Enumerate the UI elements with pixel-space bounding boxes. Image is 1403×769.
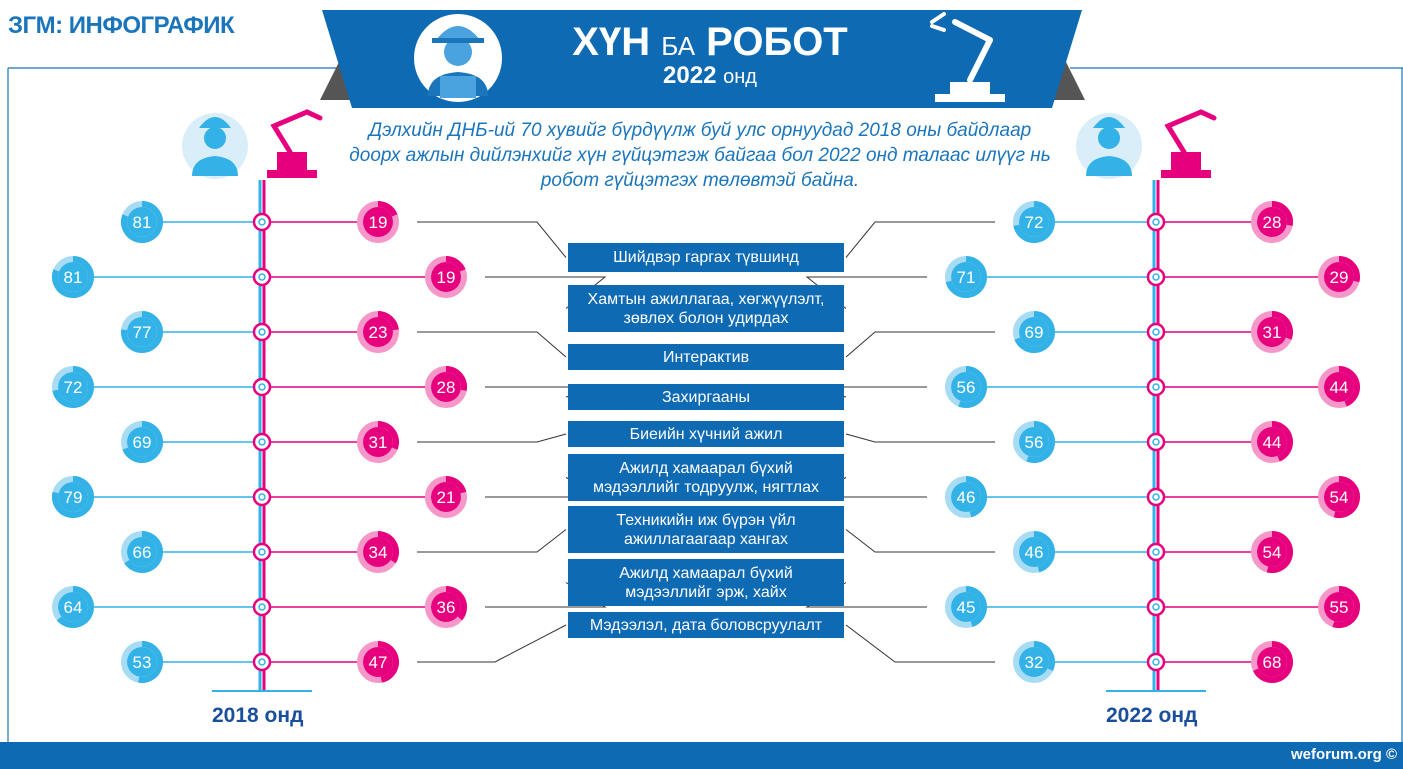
category-label [616,511,795,549]
donut-human-2018 [124,204,160,240]
axis-node-center [259,659,265,665]
category-label [619,564,793,602]
category-box [568,344,844,370]
connector-right [846,434,995,442]
title-word-robot: РОБОТ [706,20,848,64]
donut-human-2022-label: 32 [1024,653,1044,672]
connector-left [417,625,566,662]
donut-robot-2022-label: 29 [1329,268,1349,287]
axis-node-center [1153,219,1159,225]
category-box [568,384,844,410]
donut-human-2022 [1016,204,1052,240]
donut-robot-2018 [428,589,464,625]
category-label [613,248,799,267]
axis-node-center [259,219,265,225]
donut-robot-2022 [1254,314,1290,350]
banner-worker-icon [414,14,502,102]
axis-node-center [1153,439,1159,445]
donut-human-2022 [1016,644,1052,680]
category-box [568,243,844,272]
category-label-line: ажиллагаагаар хангах [624,530,788,548]
connector-right [846,625,995,662]
robot-arm-icon [267,112,320,178]
worker-icon [1076,113,1142,179]
category-label-line: Биеийн хүчний ажил [629,425,783,443]
axis-node-center [259,329,265,335]
donut-human-2018 [124,644,160,680]
donut-robot-2022 [1254,644,1290,680]
donut-human-2022-label: 56 [956,378,976,397]
axis-node-center [259,439,265,445]
donut-human-2018 [55,589,91,625]
footer-bar [0,742,1403,769]
category-box [568,285,844,332]
title-year-suffix: онд [723,66,757,88]
donut-human-2022-label: 56 [1024,433,1044,452]
brand-label: ЗГМ: ИНФОГРАФИК [8,12,235,39]
donut-robot-2022 [1321,369,1357,405]
year-label-2022: 2022 онд [1106,704,1198,727]
intro-line-1: Дэлхийн ДНБ-ий 70 хувийг бүрдүүлж буй улс орнуудад 2018 оны байдлаар [368,120,1032,141]
axis-node-center [1153,274,1159,280]
donut-robot-2018-label: 19 [368,213,388,232]
axis-node-center [259,604,265,610]
donut-robot-2022-label: 55 [1329,598,1349,617]
donut-robot-2022-label: 68 [1262,653,1282,672]
donut-robot-2022 [1321,259,1357,295]
category-label-line: Ажилд хамаарал бүхий [619,564,793,582]
donut-human-2018-label: 66 [132,543,152,562]
intro-line-2: доорх ажлын дийлэнхийг хүн гүйцэтгэж байгаа бол 2022 онд талаас илүүг нь [349,145,1051,166]
title-word-and: БА [661,31,696,61]
title-year: 2022 [663,62,717,89]
category-box [568,421,844,447]
banner-robot-base [950,82,990,94]
category-label-line: Шийдвэр гаргах түвшинд [613,249,799,266]
donut-human-2018 [55,369,91,405]
donut-human-2022-label: 72 [1024,213,1044,232]
connector-left [417,434,566,442]
donut-robot-2018-label: 36 [436,598,456,617]
donut-human-2022 [1016,314,1052,350]
donut-human-2022-label: 46 [1024,543,1044,562]
donut-robot-2022 [1254,534,1290,570]
axis-node-center [1153,384,1159,390]
category-box [568,559,844,606]
donut-robot-2018-label: 23 [368,323,388,342]
category-label-line: мэдээллийг эрж, хайх [625,583,787,601]
axis-node-center [259,274,265,280]
donut-human-2022-label: 46 [956,488,976,507]
axis-node-center [259,549,265,555]
donut-robot-2018 [428,479,464,515]
donut-robot-2018-label: 34 [368,543,388,562]
category-box [568,454,844,501]
donut-human-2018 [55,479,91,515]
category-label-line: зөвлөх болон удирдах [623,309,789,327]
page-title-year [520,62,900,91]
donut-human-2022-label: 45 [956,598,976,617]
donut-human-2018-label: 77 [132,323,152,342]
source-credit: weforum.org © [1290,746,1397,763]
category-label-line: Хамтын ажиллагаа, хөгжүүлэлт, [587,290,825,308]
category-label [593,459,819,497]
donut-human-2022-label: 71 [956,268,976,287]
donut-human-2018-label: 53 [132,653,152,672]
axis-node-center [1153,494,1159,500]
donut-robot-2022 [1321,479,1357,515]
donut-human-2018-label: 81 [132,213,152,232]
donut-human-2022 [948,369,984,405]
banner-robot-foot [935,94,1005,102]
connector-left [417,222,566,258]
year-label-2018: 2018 онд [212,704,304,727]
donut-robot-2022-label: 31 [1262,323,1282,342]
axis-node-center [259,384,265,390]
category-box [568,506,844,553]
donut-robot-2022-label: 54 [1329,488,1349,507]
donut-robot-2018 [360,424,396,460]
connector-left [417,530,566,553]
donut-robot-2022-label: 44 [1262,433,1282,452]
donut-human-2018 [124,534,160,570]
donut-robot-2018 [428,369,464,405]
donut-robot-2018 [428,259,464,295]
axis-node-center [1153,604,1159,610]
category-label-line: Техникийн иж бүрэн үйл [616,511,796,529]
category-label [588,290,825,328]
donut-human-2018 [55,259,91,295]
axis-node-center [1153,659,1159,665]
donut-robot-2018 [360,314,396,350]
axis-node-center [259,494,265,500]
donut-robot-2022-label: 28 [1262,213,1282,232]
category-label-line: Захиргааны [661,388,750,406]
donut-robot-2022 [1254,204,1290,240]
donut-human-2018 [124,424,160,460]
donut-human-2022 [1016,424,1052,460]
donut-human-2022 [948,479,984,515]
donut-human-2022 [948,259,984,295]
donut-robot-2018-label: 19 [436,268,456,287]
axis-node-center [1153,549,1159,555]
connector-right [846,222,995,258]
connector-right [846,530,995,553]
category-label-line: Ажилд хамаарал бүхий [619,459,793,477]
donut-human-2022-label: 69 [1024,323,1044,342]
donut-human-2018-label: 69 [132,433,152,452]
donut-human-2018-label: 64 [63,598,83,617]
worker-icon [182,113,248,179]
donut-human-2022 [1016,534,1052,570]
connector-right [846,332,995,357]
category-label [662,388,750,407]
donut-robot-2022-label: 54 [1262,543,1282,562]
category-label [663,348,749,367]
donut-robot-2018-label: 21 [436,488,456,507]
donut-human-2022 [948,589,984,625]
donut-robot-2018 [360,644,396,680]
donut-robot-2018-label: 28 [436,378,456,397]
axis-node-center [1153,329,1159,335]
connector-left [417,332,566,357]
robot-arm-icon [1161,112,1214,178]
category-label [630,425,783,444]
intro-text [340,118,1060,193]
page-title [520,20,900,68]
donut-human-2018-label: 81 [63,268,83,287]
donut-human-2018-label: 79 [63,488,83,507]
donut-robot-2018-label: 47 [368,653,388,672]
donut-robot-2018 [360,204,396,240]
category-label-line: Интерактив [662,348,750,366]
category-label [590,616,822,635]
category-label-line: Мэдээлэл, дата боловсруулалт [589,616,823,634]
category-box [568,612,844,638]
intro-line-3: робот гүйцэтгэх төлөвтэй байна. [540,170,860,191]
donut-robot-2022-label: 44 [1329,378,1349,397]
donut-human-2018 [124,314,160,350]
donut-robot-2018 [360,534,396,570]
donut-robot-2022 [1321,589,1357,625]
donut-robot-2018-label: 31 [368,433,388,452]
donut-human-2018-label: 72 [63,378,83,397]
title-word-human: ХҮН [572,20,651,64]
donut-robot-2022 [1254,424,1290,460]
category-label-line: мэдээллийг тодруулж, нягтлах [592,478,819,496]
